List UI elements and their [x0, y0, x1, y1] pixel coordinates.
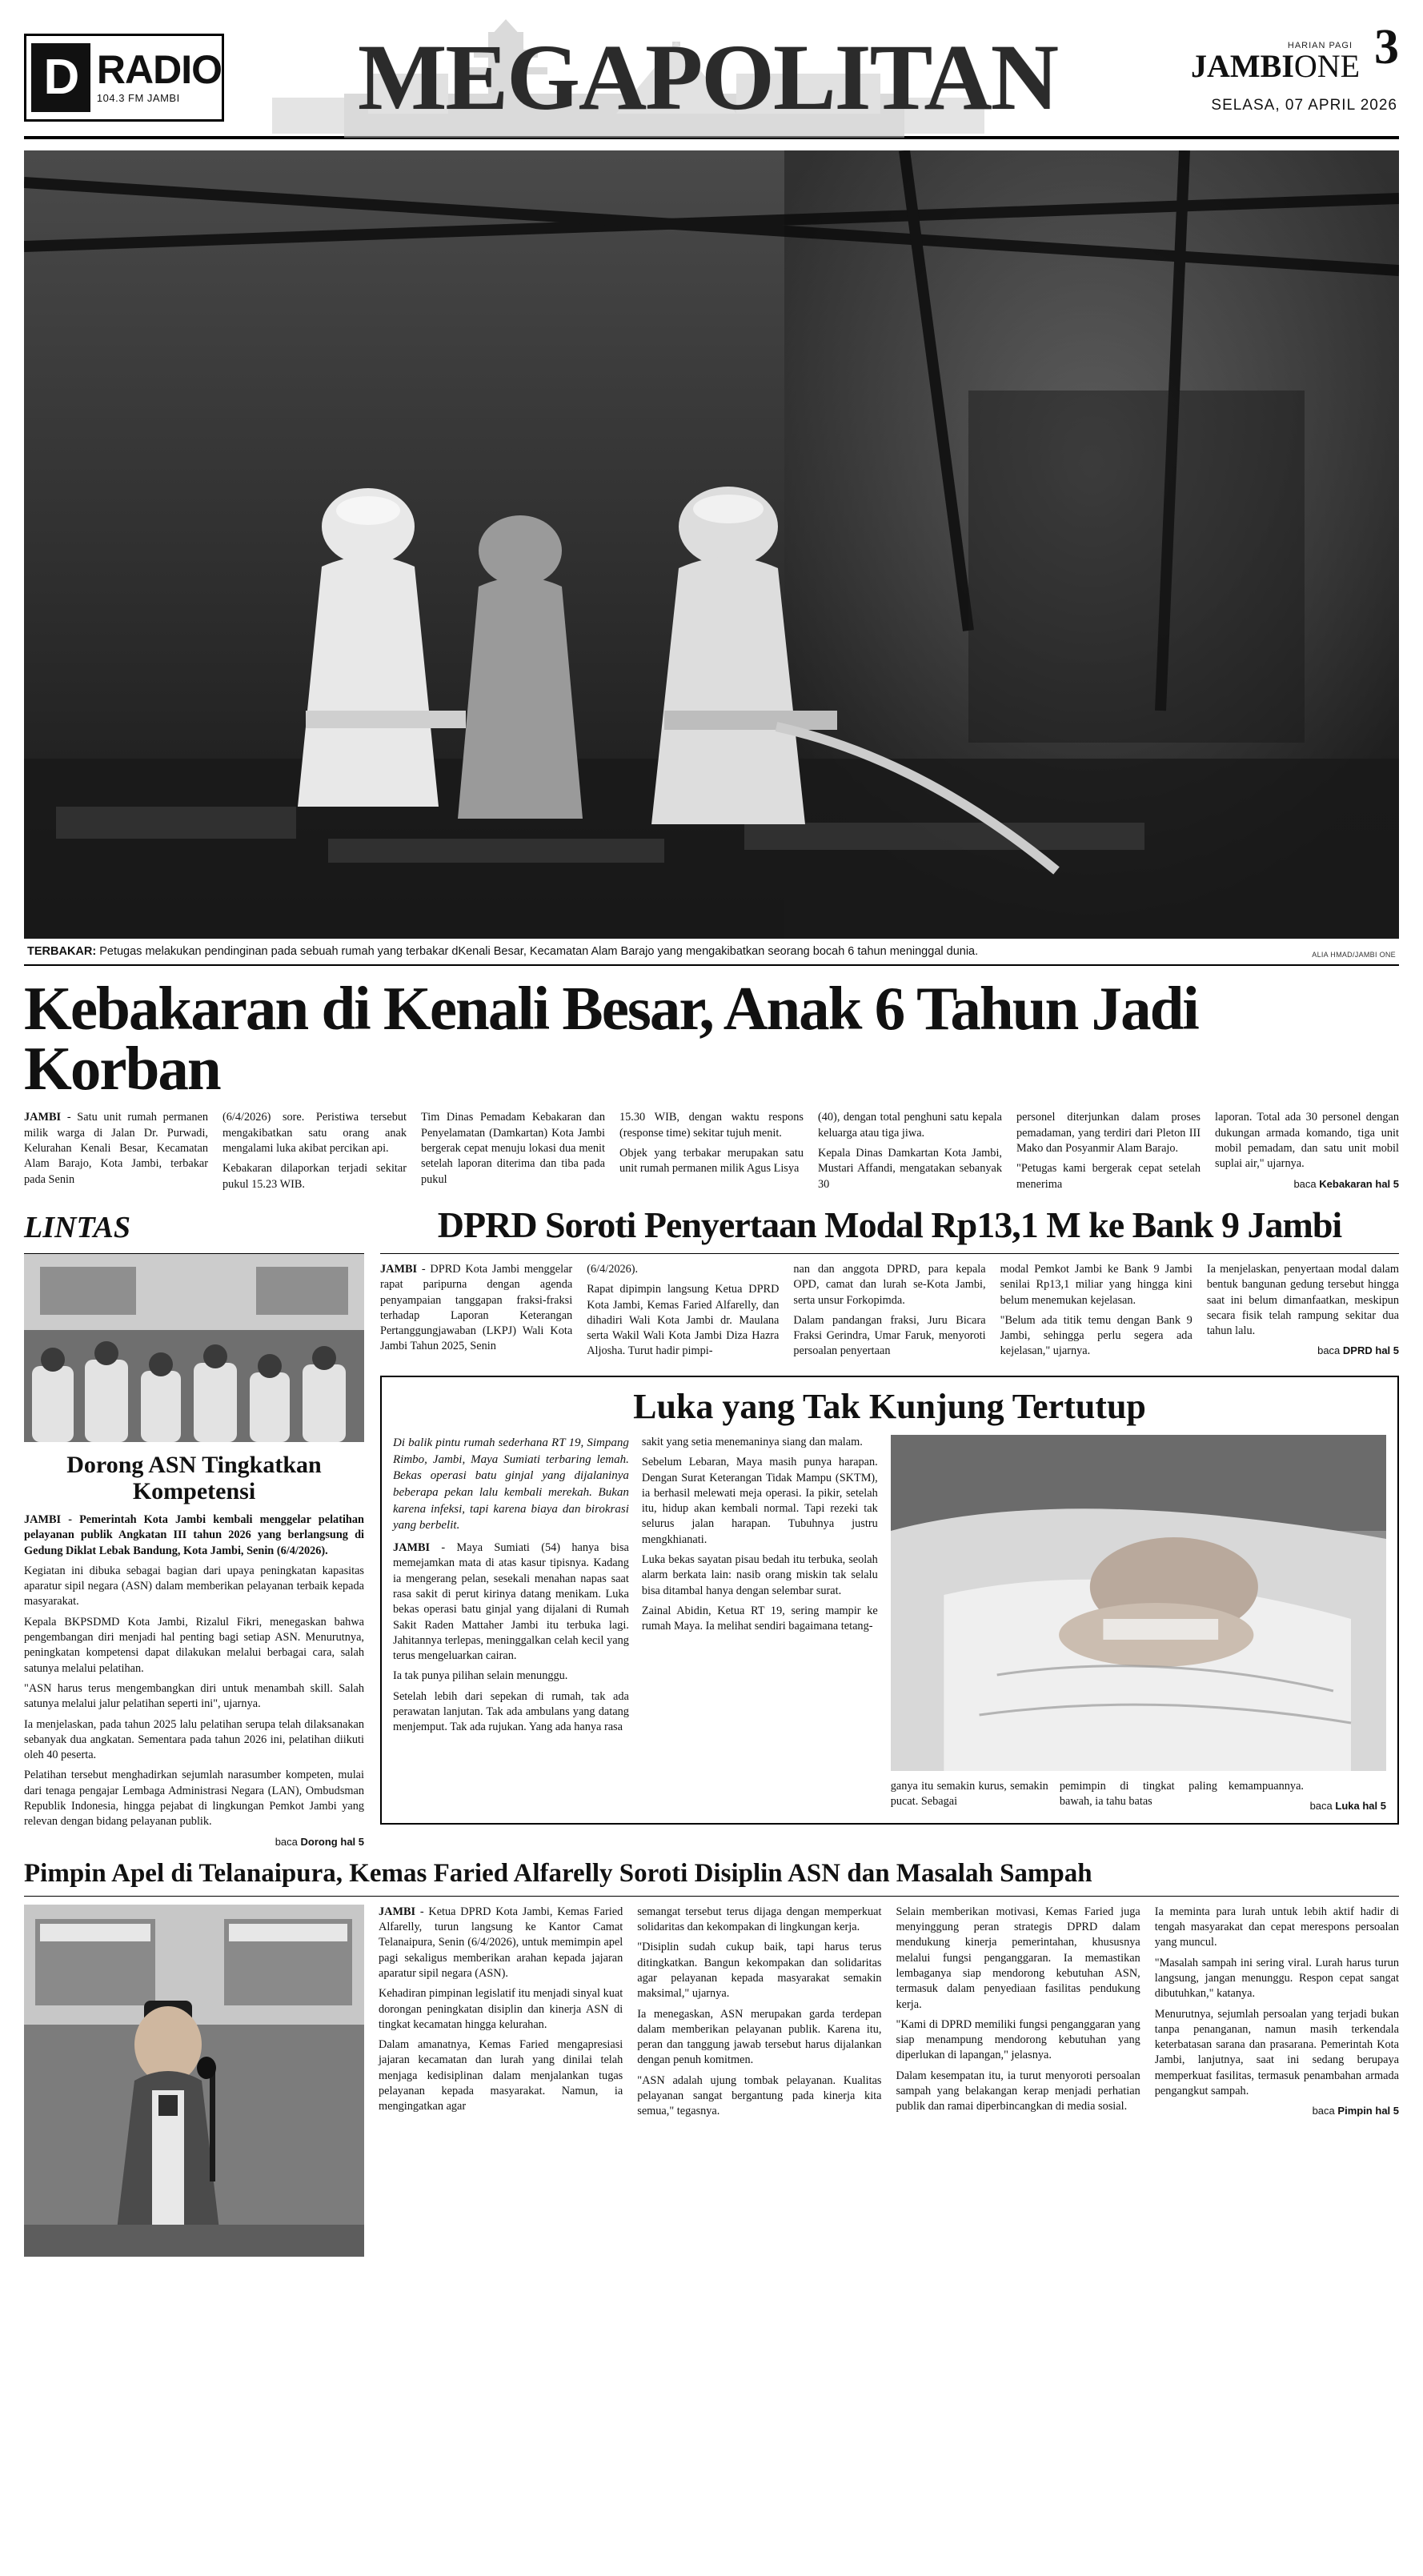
story2-jump-label: baca: [1317, 1344, 1341, 1357]
story3-section: [24, 1905, 1399, 2257]
story2-columns: [380, 1262, 1399, 1364]
lintas-p1: JAMBI - Pemerintah Kota Jambi kembali menggelar pelatihan pelayanan publik Angkatan III tahun 2026 yang berlangsung di Gedung Diklat Lebak Bandung, Kota Jambi, Senin (6/4/2026).: [24, 1512, 364, 1557]
feature-col-1: [393, 1435, 629, 1815]
feature-photo: [891, 1435, 1386, 1771]
feature-p2: Ia tak punya pilihan selain menunggu.: [393, 1669, 568, 1683]
hero-photo-illustration: [24, 150, 1399, 939]
lintas-jump-label: baca: [275, 1835, 298, 1848]
mid-section: [24, 1204, 1400, 1849]
hero-caption-body: Petugas melakukan pendinginan pada sebuah rumah yang terbakar dKenali Besar, Kecamatan Alam Barajo yang mengakibatkan seorang bocah 6 tahun meninggal dunia.: [99, 945, 979, 958]
story1-jump-link[interactable]: [1215, 1177, 1399, 1192]
story1-p3: Kebakaran dilaporkan terjadi sekitar pukul 15.23 WIB.: [222, 1162, 407, 1191]
story3-p4: semangat tersebut terus dijaga dengan memperkuat solidaritas dan kekompakan di lingkungan kerja.: [637, 1905, 882, 1934]
story2-col-2: [587, 1262, 779, 1364]
lintas-photo-illustration: [24, 1254, 364, 1442]
story3-col-4: [1155, 1905, 1399, 2257]
feature-col-3: [891, 1779, 1048, 1815]
feature-body-2: [642, 1435, 878, 1635]
story3-p5: "Disiplin sudah cukup baik, tapi harus terus ditingkatkan. Bangun kekompakan dan solidaritas agar pelayanan kepada masyarakat semakin maksimal," ujarnya.: [637, 1941, 882, 2001]
story3-p7: "ASN adalah ujung tombak pelayanan. Kualitas pelayanan sangat bergantung pada kinerja kita semua," tegasnya.: [637, 2073, 882, 2118]
feature-jump-link[interactable]: [1229, 1799, 1386, 1813]
story2-p1: - DPRD Kota Jambi menggelar rapat paripurna dengan agenda penyampaian tanggapan fraksi-fraksi terhadap Laporan Keterangan Pertanggungjawaban (LKPJ) Wali Kota Jambi Tahun 2025, Senin: [380, 1262, 573, 1353]
story2-col-3: [793, 1262, 985, 1364]
story3-p11: Ia meminta para lurah untuk lebih aktif hadir di tengah masyarakat dan cepat merespons persoalan yang muncul.: [1154, 1905, 1399, 1949]
story3-p1: - Ketua DPRD Kota Jambi, Kemas Faried Alfarelly, turun langsung ke Kantor Camat Telanaipura, Senin (6/4/2026), untuk memimpin apel pagi sekaligus memberikan arahan kepada jajaran aparatur sipil negara (ASN).: [379, 1905, 623, 1980]
story2-p6: modal Pemkot Jambi ke Bank 9 Jambi senilai Rp13,1 miliar yang hingga kini belum menemukan kejelasan.: [1000, 1262, 1193, 1307]
story2-jump-tail: hal 5: [1375, 1344, 1400, 1357]
story2-dateline: JAMBI: [380, 1262, 418, 1276]
story3-headline: Pimpin Apel di Telanaipura, Kemas Faried Alfarelly Soroti Disiplin ASN dan Masalah Sampah: [24, 1859, 1092, 1889]
story2-col-1: [380, 1262, 572, 1364]
story2-col-5: [1207, 1262, 1399, 1364]
story1-jump-tail: hal 5: [1375, 1177, 1399, 1190]
feature-p5: Sebelum Lebaran, Maya masih punya harapan. Dengan Surat Keterangan Tidak Mampu (SKTM), ia berhasil melewati meja operasi. Ia pikir, setelah itu, hidup akan kembali normal. Tapi rezeki tak selurus jalan harapan. Tubuhnya justru mengkhianati.: [641, 1456, 878, 1546]
logo-word: RADIO: [96, 46, 222, 92]
story3-rule: [24, 1896, 1399, 1897]
story3-p13: Menurutnya, sejumlah persoalan yang terjadi bukan tanpa penanganan, namun masih terkendala keterbatasan sarana dan prasarana. Pemerintah Kota Jambi, lanjutnya, saat ini sedang berupaya memperkuat fasilitas, termasuk penambahan armada pengangkut sampah.: [1154, 2007, 1399, 2098]
logo-text: [96, 46, 222, 105]
logo-frequency: 104.3 FM JAMBI: [96, 92, 180, 105]
story1-jump-label: baca: [1293, 1177, 1317, 1190]
hero-caption-text: [27, 944, 978, 960]
dradio-logo: [24, 34, 224, 122]
story3-p6: Ia menegaskan, ASN merupakan garda terdepan dalam memberikan pelayanan publik. Karena itu, peran dan tanggung jawab tersebut harus dijalankan dengan penuh komitmen.: [637, 2007, 882, 2067]
hero-photo: [24, 150, 1399, 939]
feature-p10: kemampuannya.: [1228, 1779, 1304, 1793]
lintas-jump-tail: hal 5: [340, 1835, 364, 1848]
lintas-body: [24, 1512, 364, 1849]
story2-p8: Ia menjelaskan, penyertaan modal dalam bentuk bangunan gedung tersebut hingga saat ini belum dimanfaatkan, meskipun secara fisik telah rampung sekitar dua tahun lalu.: [1206, 1262, 1400, 1338]
story1-p11: laporan. Total ada 30 personel dengan dukungan armada komando, tiga unit mobil pemadam, dan satu unit mobil suplai air," ujarnya.: [1215, 1111, 1399, 1171]
story3-jump-link[interactable]: [1155, 2104, 1399, 2118]
feature-jump-tail: hal 5: [1362, 1800, 1386, 1813]
story1-col-2: [222, 1110, 407, 1196]
feature-body-1: [393, 1540, 629, 1736]
lintas-p3: Kepala BKPSDMD Kota Jambi, Rizalul Fikri, menegaskan bahwa pengembangan diri menjadi hal penting bagi setiap ASN. Menurutnya, peningkatan kompetensi dapat dilakukan melalui berbagai cara, salah satunya melalui pelatihan.: [24, 1615, 364, 1675]
lintas-photo: [24, 1254, 364, 1442]
brand-name: [1191, 48, 1361, 84]
feature-p1: - Maya Sumiati (54) hanya bisa memejamkan mata di atas kasur tipisnya. Kadang ia mengerang pelan, sesekali menahan napas saat rasa sakit di perut kirinya datang menikam. Luka bekas operasi batu ginjal yang dijalani di Rumah Sakit Raden Mattaher Jambi itu terbuka lagi. Jahitannya terlepas, meninggalkan celah kecil yang terus mengeluarkan cairan.: [393, 1541, 629, 1663]
logo-letter: D: [31, 43, 90, 112]
story1-headline: Kebakaran di Kenali Besar, Anak 6 Tahun Jadi Korban: [24, 973, 1198, 1104]
story3-jump-tail: hal 5: [1375, 2105, 1399, 2117]
story1-col-3: [421, 1110, 605, 1196]
feature-jump-label: baca: [1309, 1800, 1333, 1813]
feature-bottom-columns: [891, 1779, 1386, 1815]
story1-col-5: [818, 1110, 1002, 1196]
story3-col-1: [379, 1905, 623, 2257]
story2-p4: nan dan anggota DPRD, para kepala OPD, camat dan lurah se-Kota Jambi, serta unsur Forkopimda.: [793, 1262, 986, 1307]
lintas-p6: Pelatihan tersebut menghadirkan sejumlah narasumber kompeten, mulai dari tenaga pengajar Lembaga Administrasi Negara (LAN), Ombudsman Republik Indonesia, hingga pejabat di lingkungan Pemkot Jambi yang relevan dengan bidang pelayanan publik.: [24, 1769, 364, 1829]
story3-p12: "Masalah sampah ini sering viral. Lurah harus turun langsung, jangan menunggu. Respon cepat sangat dibutuhkan," katanya.: [1154, 1956, 1399, 2001]
brand-name-bold: JAMBI: [1191, 48, 1294, 84]
feature-standfirst: Di balik pintu rumah sederhana RT 19, Simpang Rimbo, Jambi, Maya Sumiati terbaring lemah. Bekas operasi batu ginjal yang dijalaninya beberapa pekan lalu kembali merekah. Bukan karena infeksi, tapi karena biaya dan birokrasi yang berbelit.: [393, 1436, 629, 1532]
story1-p8: Kepala Dinas Damkartan Kota Jambi, Mustari Affandi, mengatakan sebanyak 30: [818, 1147, 1002, 1191]
story1-col-1: [24, 1110, 208, 1196]
lintas-column: [24, 1207, 364, 1849]
story3-dateline: JAMBI: [379, 1905, 416, 1918]
lintas-p2: Kegiatan ini dibuka sebagai bagian dari upaya peningkatan kapasitas aparatur sipil negara (ASN) dalam memberikan pelayanan terbaik kepada masyarakat.: [24, 1564, 364, 1608]
story3-jump-bold: Pimpin: [1337, 2105, 1373, 2117]
feature-dateline: JAMBI: [393, 1541, 431, 1555]
lintas-jump-bold: Dorong: [300, 1835, 338, 1848]
story1-dateline: JAMBI: [24, 1111, 62, 1124]
story1-p2: (6/4/2026) sore. Peristiwa tersebut mengakibatkan satu orang anak mengalami luka akibat percikan api.: [222, 1111, 407, 1156]
story2-p2: (6/4/2026).: [587, 1262, 639, 1276]
story1-p5: 15.30 WIB, dengan waktu respons (response time) sekitar tujuh menit.: [619, 1111, 804, 1140]
story3-col-3: [896, 1905, 1140, 2257]
story2-p3: Rapat dipimpin langsung Ketua DPRD Kota Jambi, Kemas Faried Alfarelly, dan dihadiri Wali Kota Jambi dr. Maulana serta Wakil Wali Kota Jambi Diza Hazra Aljosha. Turut hadir pimpi-: [587, 1283, 780, 1358]
feature-columns: [393, 1435, 1386, 1815]
story3-columns: [379, 1905, 1399, 2257]
story3-p9: "Kami di DPRD memiliki fungsi penganggaran yang siap menampung mendorong kebutuhan yang diperlukan di lapangan," jelasnya.: [896, 2017, 1140, 2062]
hero-caption-label: TERBAKAR:: [27, 945, 97, 958]
feature-p7: Zainal Abidin, Ketua RT 19, sering mampir ke rumah Maya. Ia melihat sendiri bagaimana tetang-: [641, 1604, 878, 1633]
lintas-headline: Dorong ASN Tingkatkan Kompetensi: [66, 1451, 322, 1504]
feature-p8: ganya itu semakin kurus, semakin pucat. Sebagai: [890, 1779, 1048, 1809]
story3-p10: Dalam kesempatan itu, ia turut menyoroti persoalan sampah yang belakangan kerap menjadi perhatian publik dan ramai diperbincangkan di media sosial.: [896, 2069, 1140, 2113]
feature-photo-illustration: [891, 1435, 1386, 1771]
story1-p1: - Satu unit rumah permanen milik warga di Jalan Dr. Purwadi, Kelurahan Kenali Besar, Kecamatan Alam Barajo, Kota Jambi, terbakar pada Senin: [24, 1111, 209, 1186]
story3-photo-illustration: [24, 1905, 364, 2257]
story1-p6: Objek yang terbakar merupakan satu unit rumah permanen milik Agus Lisya: [619, 1147, 804, 1176]
story1-p10: "Petugas kami bergerak cepat setelah menerima: [1016, 1162, 1201, 1191]
feature-headline: Luka yang Tak Kunjung Tertutup: [633, 1386, 1146, 1426]
story1-p4: Tim Dinas Pemadam Kebakaran dan Penyelamatan (Damkartan) Kota Jambi bergerak cepat menuju lokasi dua menit setelah laporan diterima dan tiba pada pukul: [421, 1111, 605, 1186]
story3-col-2: [637, 1905, 881, 2257]
story2-headline: DPRD Soroti Penyertaan Modal Rp13,1 M ke Bank 9 Jambi: [437, 1204, 1342, 1245]
feature-p9: pemimpin di tingkat paling bawah, ia tahu batas: [1059, 1779, 1217, 1809]
feature-p6: Luka bekas sayatan pisau bedah itu terbuka, seolah alarm berkata lain: nasib orang miskin tak selalu bisa ditambal hanya dengan selembar surat.: [641, 1553, 878, 1597]
page-title: MEGAPOLITAN: [358, 25, 1057, 130]
feature-col-2: [642, 1435, 878, 1815]
story1-col-4: [619, 1110, 804, 1196]
photo-credit: ALIA HMAD/JAMBI ONE: [1312, 951, 1396, 959]
story2-rule: [380, 1253, 1399, 1254]
hero-caption: [24, 939, 1399, 966]
feature-col-photo: [891, 1435, 1386, 1815]
story1-jump-bold: Kebakaran: [1319, 1177, 1373, 1190]
feature-p3: Setelah lebih dari sepekan di rumah, tak ada perawatan lanjutan. Tak ada ambulans yang datang menjemput. Tak ada rujukan. Yang ada hanya rasa: [393, 1689, 629, 1734]
section-title-wrap: [224, 18, 1191, 138]
publication-date: SELASA, 07 APRIL 2026: [1211, 97, 1397, 114]
story3-photo: [24, 1905, 364, 2257]
story1-col-6: [1016, 1110, 1201, 1196]
story2-jump-link[interactable]: [1207, 1344, 1399, 1358]
mid-right: [380, 1204, 1400, 1849]
feature-box: [380, 1376, 1399, 1825]
brand-kicker: HARIAN PAGI: [1287, 41, 1353, 50]
story1-p7: (40), dengan total penghuni satu kepala keluarga atau tiga jiwa.: [818, 1111, 1002, 1140]
brand-name-light: ONE: [1293, 48, 1361, 84]
masthead-right: [1191, 18, 1399, 138]
story3-jump-label: baca: [1312, 2105, 1335, 2117]
page-number: 3: [1374, 20, 1399, 74]
feature-col-4: [1060, 1779, 1217, 1815]
feature-jump-bold: Luka: [1335, 1800, 1360, 1813]
feature-col-5: [1229, 1779, 1386, 1815]
lintas-p4: "ASN harus terus mengembangkan diri untuk menambah skill. Salah satunya melalui jalur pelatihan seperti ini", ujarnya.: [24, 1681, 364, 1711]
lintas-p5: Ia menjelaskan, pada tahun 2025 lalu pelatihan serupa telah dilaksanakan sebanyak dua angkatan. Sementara pada tahun 2026 ini, pelatihan diikuti oleh 40 peserta.: [24, 1717, 364, 1762]
story3-p8: Selain memberikan motivasi, Kemas Faried juga menyinggung peran strategis DPRD dalam mendukung kinerja pemerintahan, khususnya melalui fungsi penganggaran. Ia memastikan lembaganya siap mendorong kebutuhan ASN, termasuk dalam penyediaan fasilitas pendukung kerja.: [896, 1905, 1140, 2011]
story3-p2: Kehadiran pimpinan legislatif itu menjadi sinyal kuat dorongan peningkatan disiplin dan kinerja ASN di tingkat kecamatan hingga kelurahan.: [379, 1987, 623, 2031]
story1-columns: [24, 1110, 1399, 1196]
story3-p3: Dalam amanatnya, Kemas Faried mengapresiasi jajaran kecamatan dan lurah yang dinilai telah menjaga kedisiplinan dalam menjalankan tugas pelayanan kepada masyarakat. Namun, ia mengingatkan agar: [379, 2038, 623, 2113]
story1-p9: personel diterjunkan dalam proses pemadaman, yang terdiri dari Pleton III Mako dan Posyanmir Alam Barajo.: [1016, 1111, 1201, 1156]
lintas-section-label: LINTAS: [24, 1210, 131, 1244]
story2-jump-bold: DPRD: [1342, 1344, 1373, 1357]
masthead: [24, 19, 1399, 139]
story2-p5: Dalam pandangan fraksi, Juru Bicara Fraksi Gerindra, Umar Faruk, menyoroti persoalan penyertaan: [793, 1313, 986, 1358]
feature-p4: sakit yang setia menemaninya siang dan malam.: [641, 1435, 863, 1448]
lintas-jump-link[interactable]: [24, 1835, 364, 1849]
story2-p7: "Belum ada titik temu dengan Bank 9 Jambi, sehingga perlu segera ada kejelasan," ujarnya.: [1000, 1313, 1193, 1358]
story2-col-4: [1000, 1262, 1193, 1364]
story1-col-7: [1215, 1110, 1399, 1196]
